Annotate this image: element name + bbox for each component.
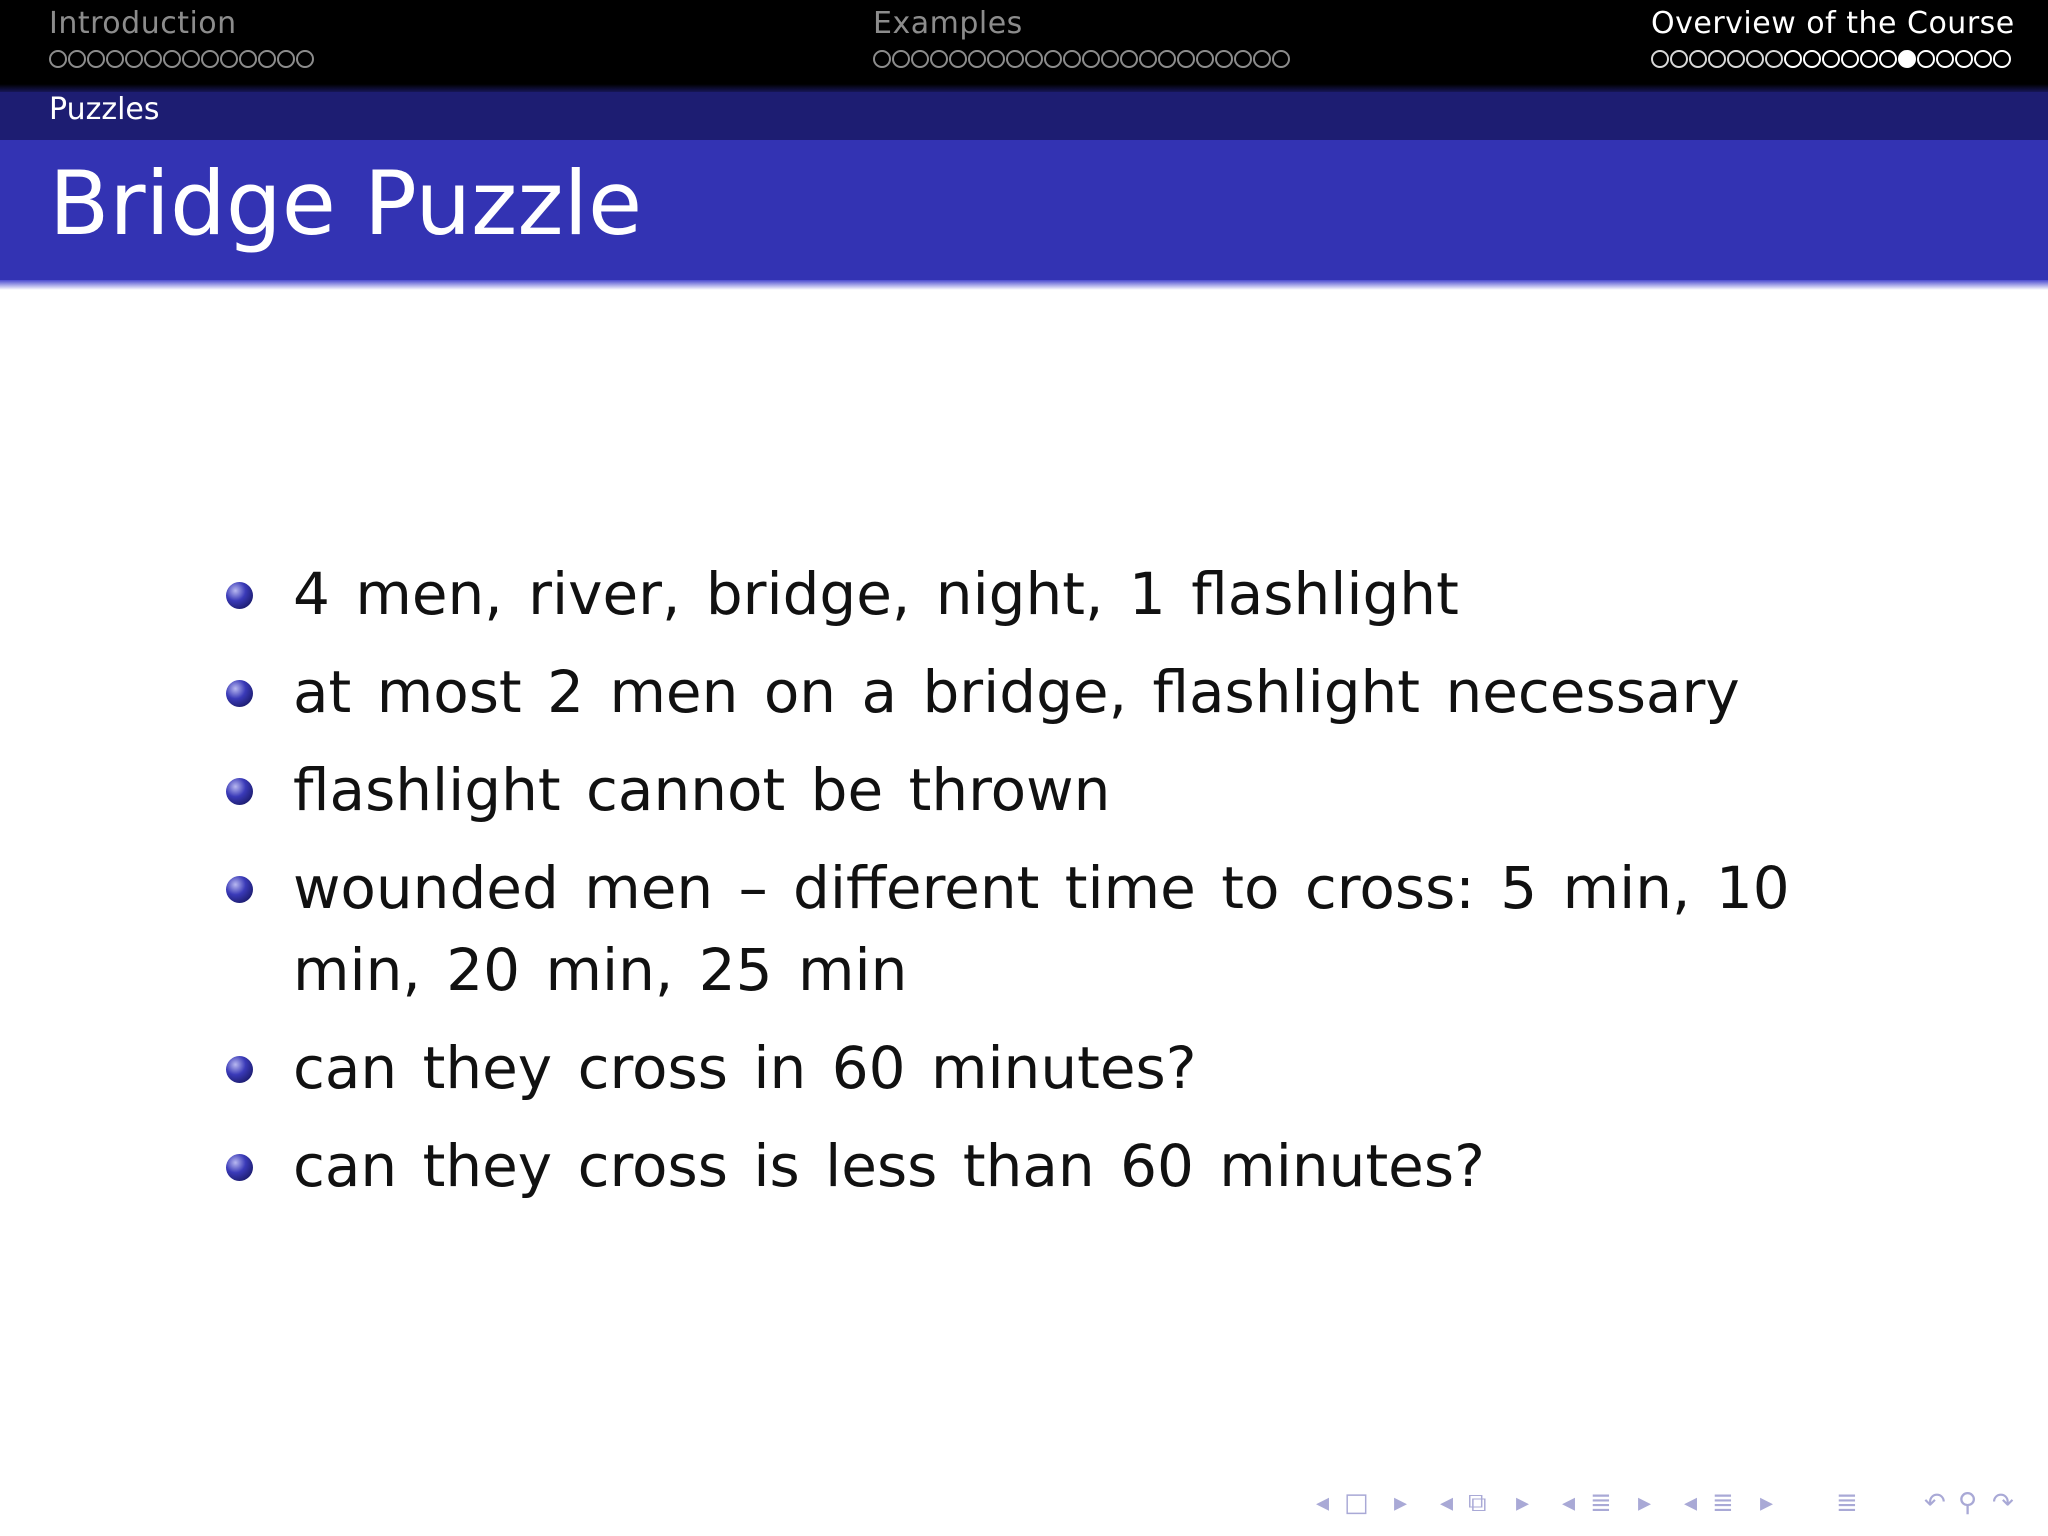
bullet-text: wounded men – different time to cross: 5 min, 10 min, 20 min, 25 min (293, 854, 1790, 1004)
frame-dot[interactable] (873, 50, 891, 68)
frame-dot[interactable] (1196, 50, 1214, 68)
frame-dot[interactable] (1139, 50, 1157, 68)
arrow-left-icon[interactable]: ◂ (1684, 1488, 1698, 1518)
bullet-text: can they cross in 60 minutes? (293, 1034, 1197, 1102)
arrow-right-icon[interactable]: ▸ (1516, 1488, 1530, 1518)
frame-dot[interactable] (1974, 50, 1992, 68)
bullet-text: at most 2 men on a bridge, flashlight necessary (293, 658, 1740, 726)
frame-dot[interactable] (1044, 50, 1062, 68)
bullet-text: 4 men, river, bridge, night, 1 flashlight (293, 560, 1459, 628)
arrow-right-icon[interactable]: ▸ (1760, 1488, 1774, 1518)
frame-dot[interactable] (1670, 50, 1688, 68)
frame-dot[interactable] (892, 50, 910, 68)
frame-dot[interactable] (277, 50, 295, 68)
frame-dot[interactable] (1158, 50, 1176, 68)
frame-dot[interactable] (1177, 50, 1195, 68)
frame-dot[interactable] (1708, 50, 1726, 68)
frame-dot[interactable] (1936, 50, 1954, 68)
frame-dot[interactable] (1063, 50, 1081, 68)
frame-dot[interactable] (163, 50, 181, 68)
frame-dot[interactable] (1822, 50, 1840, 68)
align-icon[interactable]: ≣ (1836, 1488, 1858, 1518)
arrow-right-icon[interactable]: ▸ (1638, 1488, 1652, 1518)
arrow-left-icon[interactable]: ◂ (1316, 1488, 1330, 1518)
frame-dot[interactable] (1841, 50, 1859, 68)
frame-dot[interactable] (258, 50, 276, 68)
frame-dot[interactable] (1860, 50, 1878, 68)
frame-dot[interactable] (1082, 50, 1100, 68)
frame-dot[interactable] (68, 50, 86, 68)
frame-dot[interactable] (201, 50, 219, 68)
arrow-left-icon[interactable]: ◂ (1440, 1488, 1454, 1518)
bullet-icon (226, 1154, 253, 1181)
frame-dot[interactable] (220, 50, 238, 68)
frame-icon[interactable]: □ (1344, 1488, 1369, 1518)
frame-dot[interactable] (1993, 50, 2011, 68)
frame-dot[interactable] (1803, 50, 1821, 68)
frame-dot[interactable] (1120, 50, 1138, 68)
bullet-item (226, 1027, 1906, 1109)
bullet-item (226, 651, 1906, 733)
bullet-item (226, 1125, 1906, 1207)
frame-dot[interactable] (1955, 50, 1973, 68)
current-frame-dot[interactable] (1898, 50, 1916, 68)
bullet-icon (226, 1056, 253, 1083)
frame-dot[interactable] (1727, 50, 1745, 68)
bullet-item (226, 749, 1906, 831)
arrow-left-icon[interactable]: ◂ (1562, 1488, 1576, 1518)
frame-dot[interactable] (1765, 50, 1783, 68)
frame-dot[interactable] (239, 50, 257, 68)
undo-icon[interactable]: ↶ (1924, 1488, 1946, 1518)
subsection-bar (0, 92, 2048, 140)
bullet-list (226, 553, 1906, 1223)
bullet-icon (226, 778, 253, 805)
subsection-title[interactable]: Puzzles (49, 92, 160, 127)
bullet-icon (226, 876, 253, 903)
bullet-item (226, 847, 1906, 1011)
section-icon[interactable]: ≣ (1590, 1488, 1612, 1518)
frame-dot[interactable] (1272, 50, 1290, 68)
frame-dot[interactable] (968, 50, 986, 68)
nav-section-label[interactable]: Overview of the Course (1651, 6, 2015, 41)
frame-dot[interactable] (1215, 50, 1233, 68)
section-navigation-bar (0, 0, 2048, 86)
bullet-item (226, 553, 1906, 635)
frame-dot[interactable] (1006, 50, 1024, 68)
bullet-icon (226, 680, 253, 707)
frame-dot[interactable] (1101, 50, 1119, 68)
section-icon[interactable]: ≣ (1712, 1488, 1734, 1518)
bullet-text: flashlight cannot be thrown (293, 756, 1111, 824)
frame-dot[interactable] (144, 50, 162, 68)
frame-dot[interactable] (930, 50, 948, 68)
frame-dot[interactable] (296, 50, 314, 68)
subsection-icon[interactable]: ⧉ (1468, 1488, 1487, 1518)
frame-dot[interactable] (1651, 50, 1669, 68)
frame-dot[interactable] (1879, 50, 1897, 68)
frame-dot[interactable] (1689, 50, 1707, 68)
frame-dot[interactable] (1784, 50, 1802, 68)
frame-title: Bridge Puzzle (49, 152, 643, 255)
frame-dot[interactable] (1746, 50, 1764, 68)
bullet-icon (226, 582, 253, 609)
nav-section-label[interactable]: Examples (873, 6, 1023, 41)
frame-dot[interactable] (1253, 50, 1271, 68)
frame-dot[interactable] (911, 50, 929, 68)
frame-dot[interactable] (987, 50, 1005, 68)
search-icon[interactable]: ⚲ (1958, 1488, 1978, 1518)
frame-dot[interactable] (1917, 50, 1935, 68)
frame-dot[interactable] (125, 50, 143, 68)
frame-dot[interactable] (1234, 50, 1252, 68)
frame-dot[interactable] (182, 50, 200, 68)
frame-dot[interactable] (49, 50, 67, 68)
frame-dot[interactable] (87, 50, 105, 68)
bullet-text: can they cross is less than 60 minutes? (293, 1132, 1485, 1200)
frame-dot[interactable] (949, 50, 967, 68)
nav-section-label[interactable]: Introduction (49, 6, 237, 41)
redo-icon[interactable]: ↷ (1992, 1488, 2014, 1518)
frame-dot[interactable] (106, 50, 124, 68)
frame-dot[interactable] (1025, 50, 1043, 68)
arrow-right-icon[interactable]: ▸ (1394, 1488, 1408, 1518)
frame-title-shadow (0, 280, 2048, 290)
